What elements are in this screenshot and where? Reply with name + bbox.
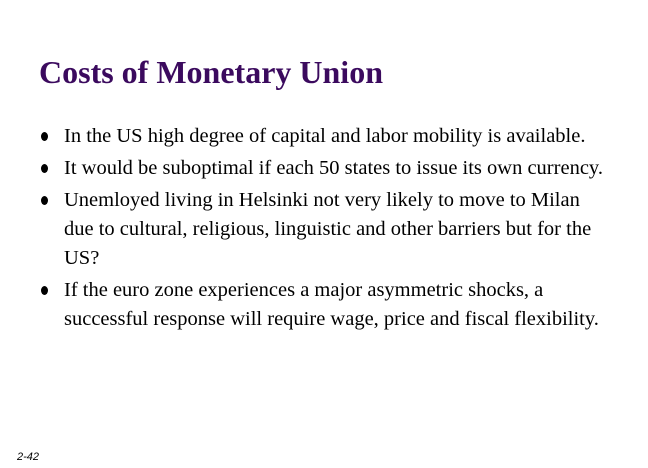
bullet-item [39, 122, 614, 151]
bullet-dot-icon [39, 154, 64, 183]
slide-title: Costs of Monetary Union [39, 54, 383, 90]
bullet-dot-icon [39, 276, 64, 305]
bullet-dot-icon [39, 122, 64, 151]
page-number: 2-42 [17, 451, 40, 463]
bullet-text: Unemloyed living in Helsinki not very likely to move to Milan due to cultural, religious, linguistic and other barriers but for the US? [64, 189, 592, 269]
bullet-item [39, 276, 614, 334]
bullet-text: It would be suboptimal if each 50 states to issue its own currency. [64, 157, 603, 179]
bullet-item [39, 154, 614, 183]
bullet-item [39, 186, 614, 273]
bullet-dot-icon [39, 186, 64, 215]
bullet-text: In the US high degree of capital and labor mobility is available. [64, 125, 586, 147]
bullet-list [39, 122, 614, 337]
bullet-text: If the euro zone experiences a major asymmetric shocks, a successful response will require wage, price and fiscal flexibility. [64, 279, 599, 330]
